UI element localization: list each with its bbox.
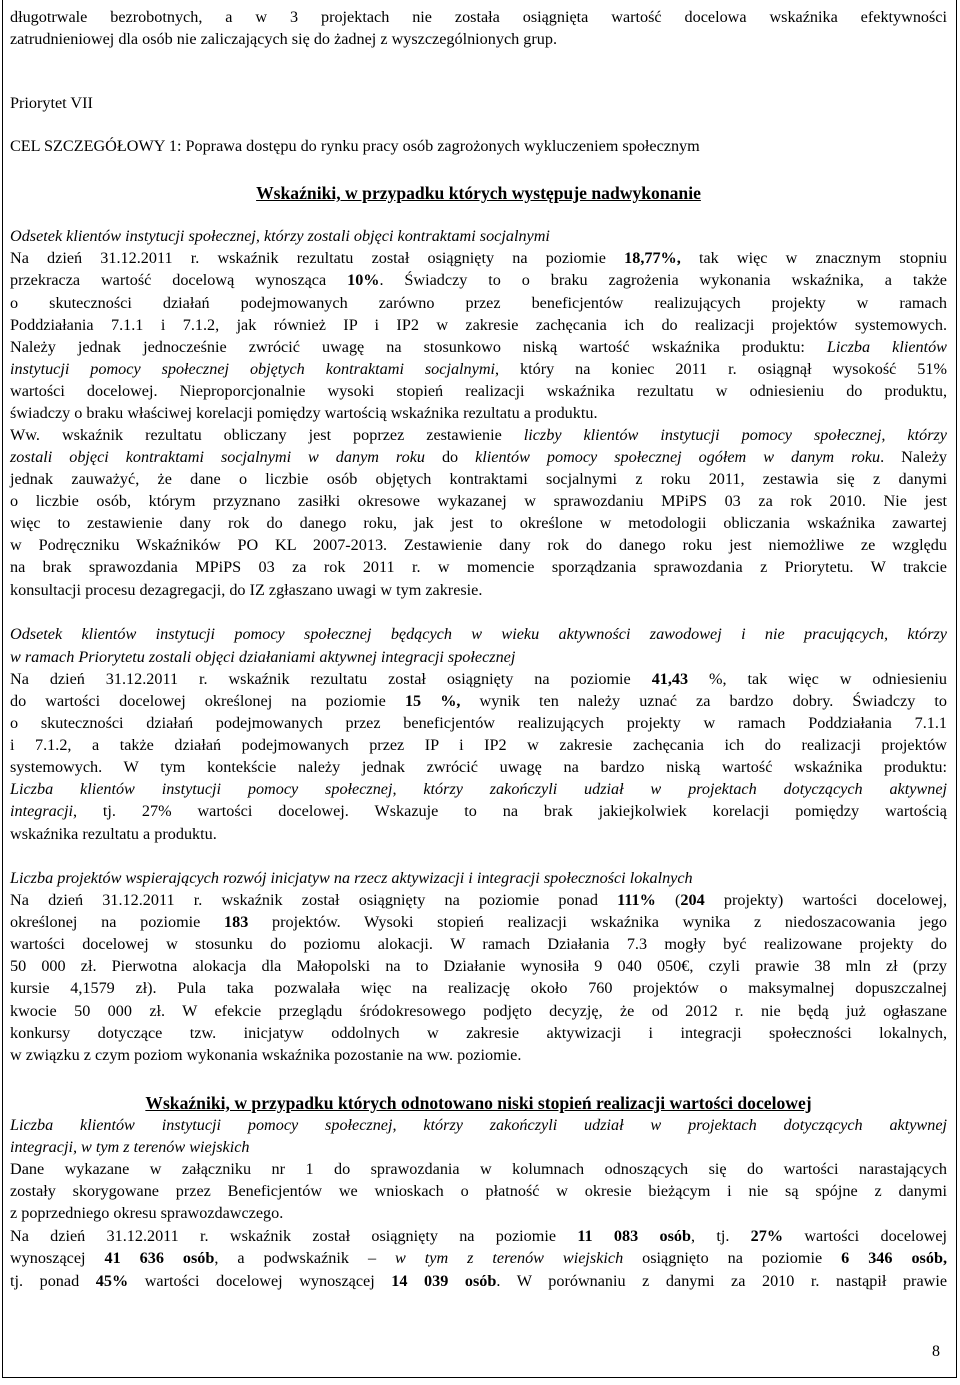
indicator-title — [10, 867, 947, 889]
text-run: projekty) wartości docelowej, — [704, 891, 947, 909]
indicator-title — [10, 623, 947, 645]
priority-heading — [10, 92, 947, 114]
text-run: . Należy — [880, 448, 947, 466]
text-run: Wskaźniki, w przypadku których odnotowano niski stopień realizacji wartości docelowej — [145, 1093, 812, 1113]
text-run: . W porównaniu z danymi za 2010 r. nastąpił prawie — [496, 1272, 948, 1290]
text-run: 18,77%, — [624, 249, 681, 267]
body-text-line — [10, 468, 947, 490]
text-run: Odsetek klientów instytucji społecznej, którzy zostali objęci kontraktami socjalnymi — [10, 227, 550, 245]
text-run: o skuteczności działań podejmowanych zarówno przez beneficjentów realizujących projekty w ramach — [10, 294, 947, 312]
body-text-line — [10, 358, 947, 380]
text-run: Na dzień 31.12.2011 r. wskaźnik został osiągnięty na poziomie ponad — [10, 891, 618, 909]
body-text-line — [10, 424, 947, 446]
text-run: Ww. wskaźnik rezultatu obliczany jest poprzez zestawienie — [10, 426, 524, 444]
text-run: Na dzień 31.12.2011 r. wskaźnik rezultatu został osiągnięty na poziomie — [10, 249, 625, 267]
text-run: w tym z terenów wiejskich — [395, 1249, 624, 1267]
indicator-title — [10, 1114, 947, 1136]
body-text-line — [10, 1022, 947, 1044]
body-text-line — [10, 1247, 947, 1269]
body-text-line — [10, 778, 947, 800]
text-run: 41 636 osób — [104, 1249, 215, 1267]
text-run: Liczba klientów instytucji pomocy społecznej, którzy zakończyli udział w projektach dotyczących aktywnej — [10, 1116, 947, 1134]
text-run: systemowych. W tym kontekście należy jednak zwrócić uwagę na bardzo niską wartość wskaźnika produktu: — [10, 758, 947, 776]
text-run: 6 346 osób, — [841, 1249, 947, 1267]
text-run: konsultacji procesu dezagregacji, do IZ zgłaszano uwagi w tym zakresie. — [10, 581, 483, 599]
text-run: i 7.1.2, a także działań podejmowanych przez IP i IP2 w zakresie zachęcania ich do realizacji projektów — [10, 736, 947, 754]
text-run: w Podręczniku Wskaźników PO KL 2007-2013. Zestawienie dany rok do danego roku jest niemożliwe ze względu — [10, 536, 947, 554]
body-text-line — [10, 292, 947, 314]
body-text-line — [10, 512, 947, 534]
text-run: klientów pomocy społecznej ogółem w danym roku — [475, 448, 881, 466]
text-run: 14 039 osób — [391, 1272, 497, 1290]
text-run: przekracza wartość docelową wynosząca — [10, 271, 348, 289]
text-run: , a podwskaźnik – — [214, 1249, 396, 1267]
text-run: wartości docelowej w stosunku do poziomu alokacji. W ramach Działania 7.3 mogły być realizowane projekty do — [10, 935, 947, 953]
body-text-line — [10, 1202, 947, 1224]
text-run: określonej na poziomie — [10, 913, 225, 931]
text-run: w ramach Priorytetu zostali objęci działaniami aktywnej integracji społecznej — [10, 648, 516, 666]
body-text-line — [10, 668, 947, 690]
text-run: zostały skorygowane przez Beneficjentów we wnioskach o płatność w okresie bieżącym i nie są spójne z danymi — [10, 1182, 947, 1200]
text-run: 204 — [680, 891, 705, 909]
text-run: Na dzień 31.12.2011 r. wskaźnik został osiągnięty na poziomie — [10, 1227, 578, 1245]
text-run: wartości docelowej — [783, 1227, 947, 1245]
text-run: 41,43 — [651, 670, 689, 688]
text-run: instytucji pomocy społecznej objętych kontraktami socjalnymi — [10, 360, 496, 378]
text-run: na brak sprawozdania MPiPS 03 za rok 2011 r. w momencie sporządzania sprawozdania z Priorytetu. W trakcie — [10, 558, 947, 576]
text-run: zostali objęci kontraktami socjalnymi w danym roku — [10, 448, 425, 466]
text-run: Priorytet VII — [10, 94, 93, 112]
text-run: do wartości docelowej określonej na poziomie — [10, 692, 405, 710]
body-text-line — [10, 380, 947, 402]
body-text-line — [10, 247, 947, 269]
text-run: Liczba klientów — [826, 338, 947, 356]
text-run: o skuteczności działań podejmowanych przez beneficjentów realizujących projekty w ramach Poddziałania 7.1.1 — [10, 714, 947, 732]
body-text-line — [10, 534, 947, 556]
text-run: Odsetek klientów instytucji pomocy społecznej będących w wieku aktywności zawodowej i nie pracujących, którzy — [10, 625, 947, 643]
text-run: 11 083 osób — [577, 1227, 691, 1245]
body-text-line — [10, 933, 947, 955]
text-run: osiągnięto na poziomie — [623, 1249, 842, 1267]
text-run: wartości docelowej wynoszącej — [128, 1272, 392, 1290]
text-run: , tj. 27% wartości docelowej. Wskazuje to na brak jakiejkolwiek korelacji pomiędzy wartością — [72, 802, 947, 820]
text-run: tj. ponad — [10, 1272, 96, 1290]
text-run: ( — [655, 891, 681, 909]
body-text-line — [10, 1270, 947, 1292]
text-run: Na dzień 31.12.2011 r. wskaźnik rezultatu został osiągnięty na poziomie — [10, 670, 652, 688]
text-run: Poddziałania 7.1.1 i 7.1.2, jak również IP i IP2 w zakresie zachęcania ich do realizacji projektów systemowych. — [10, 316, 947, 334]
text-run: 10% — [347, 271, 380, 289]
body-text-line — [10, 28, 947, 50]
text-run: wynik ten należy uznać za bardzo dobry. Świadczy to — [460, 692, 948, 710]
text-run: , tj. — [690, 1227, 751, 1245]
text-run: zatrudnieniowej dla osób nie zaliczających się do żadnej z wyszczególnionych grup. — [10, 30, 558, 48]
body-text-line — [10, 977, 947, 999]
text-run: Należy jednak jednocześnie zwrócić uwagę na stosunkowo niską wartość wskaźnika produktu: — [10, 338, 827, 356]
text-run: długotrwale bezrobotnych, a w 3 projektach nie została osiągnięta wartość docelowa wskaźnika efektywności — [10, 8, 947, 26]
body-text-line — [10, 6, 947, 28]
text-run: więc to zestawienie dany rok do danego roku, jak jest to określone w metodologii obliczania wskaźnika zawartej — [10, 514, 947, 532]
text-run: , który na koniec 2011 r. osiągnął wysokość 51% — [495, 360, 947, 378]
text-run: kwocie 50 000 zł. W efekcie przeglądu śródokresowego podjęto decyzję, że od 2012 r. nie będą już ogłaszane — [10, 1002, 947, 1020]
section-heading — [10, 182, 947, 204]
text-run: tak więc w znacznym stopniu — [680, 249, 947, 267]
text-run: Wskaźniki, w przypadku których występuje nadwykonanie — [256, 183, 701, 203]
text-run: integracji, w tym z terenów wiejskich — [10, 1138, 250, 1156]
body-text-line — [10, 911, 947, 933]
text-run: projektów. Wysoki stopień realizacji wskaźnika wynika z niedoszacowania jego — [248, 913, 947, 931]
objective-heading — [10, 135, 947, 157]
text-run: świadczy o braku właściwej korelacji pomiędzy wartością wskaźnika rezultatu a produktu. — [10, 404, 598, 422]
body-text-line — [10, 1158, 947, 1180]
text-run: konkursy dotyczące tzw. inicjatyw oddolnych w zakresie aktywizacji i integracji społeczności lokalnych, — [10, 1024, 947, 1042]
text-run: Liczba projektów wspierających rozwój inicjatyw na rzecz aktywizacji i integracji społeczności lokalnych — [10, 869, 693, 887]
body-text-line — [10, 314, 947, 336]
text-run: . Świadczy to o braku zagrożenia wykonania wskaźnika, a także — [379, 271, 947, 289]
indicator-title — [10, 646, 947, 668]
indicator-title — [10, 1136, 947, 1158]
body-text-line — [10, 800, 947, 822]
body-text-line — [10, 756, 947, 778]
text-run: 45% — [95, 1272, 129, 1290]
body-text-line — [10, 336, 947, 358]
text-run: wynoszącej — [10, 1249, 105, 1267]
text-run: integracji — [10, 802, 73, 820]
text-run: wartości docelowej. Nieproporcjonalnie wysoki stopień realizacji wskaźnika rezultatu w odniesieniu do produktu, — [10, 382, 947, 400]
text-run: jednak zauważyć, że dane o liczbie osób objętych kontraktami socjalnymi z roku 2011, zestawia się z danymi — [10, 470, 947, 488]
text-run: 50 000 zł. Pierwotna alokacja dla Małopolski na to Działanie wynosiła 9 040 050€, czyli prawie 38 mln zł (przy — [10, 957, 947, 975]
text-run: do — [424, 448, 476, 466]
body-text-line — [10, 269, 947, 291]
text-run: 111% — [617, 891, 656, 909]
text-run: 183 — [224, 913, 249, 931]
text-run: 27% — [750, 1227, 784, 1245]
text-run: Liczba klientów instytucji pomocy społecznej, którzy zakończyli udział w projektach dotyczących aktywnej — [10, 780, 947, 798]
text-run: liczby klientów instytucji pomocy społecznej, którzy — [523, 426, 947, 444]
body-text-line — [10, 1225, 947, 1247]
body-text-line — [10, 490, 947, 512]
body-text-line — [10, 712, 947, 734]
page-number: 8 — [932, 1343, 940, 1360]
text-run: o liczbie osób, którym przyznano zasiłki okresowe wykazanej w sprawozdaniu MPiPS 03 za rok 2010. Nie jest — [10, 492, 947, 510]
body-text-line — [10, 889, 947, 911]
body-text-line — [10, 402, 947, 424]
body-text-line — [10, 556, 947, 578]
text-run: CEL SZCZEGÓŁOWY 1: Poprawa dostępu do rynku pracy osób zagrożonych wykluczeniem społecznym — [10, 137, 700, 155]
text-run: %, tak więc w odniesieniu — [688, 670, 947, 688]
body-text-line — [10, 955, 947, 977]
body-text-line — [10, 734, 947, 756]
body-text-line — [10, 1044, 947, 1066]
body-text-line — [10, 579, 947, 601]
text-run: wskaźnika rezultatu a produktu. — [10, 825, 217, 843]
text-run: w związku z czym poziom wykonania wskaźnika pozostanie na ww. poziomie. — [10, 1046, 522, 1064]
indicator-title — [10, 225, 947, 247]
text-run: z poprzedniego okresu sprawozdawczego. — [10, 1204, 284, 1222]
body-text-line — [10, 690, 947, 712]
text-run: kursie 4,1579 zł). Pula taka pozwalała więc na realizację około 760 projektów o maksymalnej dopuszczalnej — [10, 979, 947, 997]
text-run: Dane wykazane w załączniku nr 1 do sprawozdania w kolumnach odnoszących się do wartości narastających — [10, 1160, 947, 1178]
section-heading — [10, 1092, 947, 1114]
text-run: 15 %, — [404, 692, 461, 710]
body-text-line — [10, 1180, 947, 1202]
body-text-line — [10, 1000, 947, 1022]
body-text-line — [10, 823, 947, 845]
body-text-line — [10, 446, 947, 468]
